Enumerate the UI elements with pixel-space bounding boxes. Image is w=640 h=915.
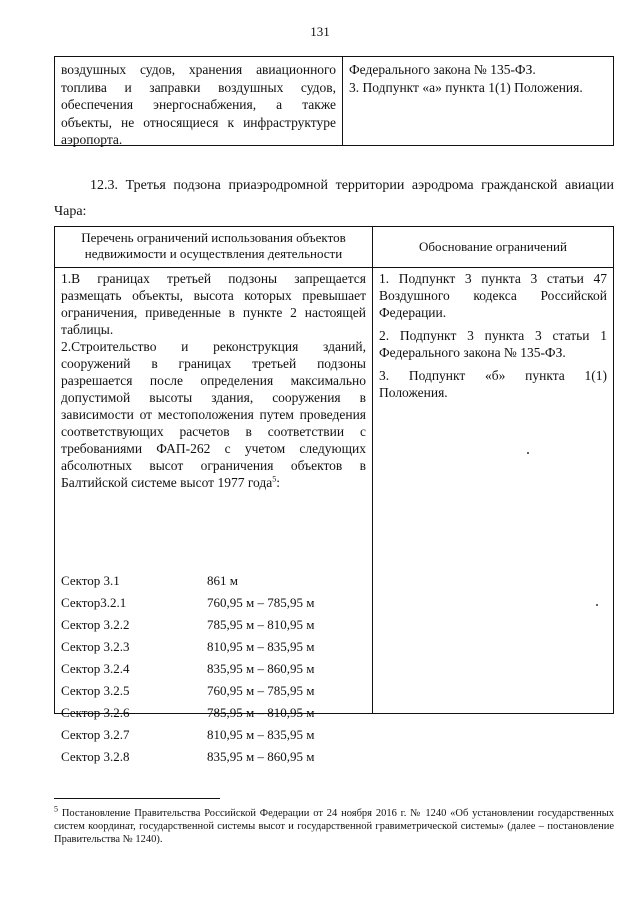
sector-name: Сектор 3.2.6 — [61, 705, 130, 720]
header-basis: Обоснование ограничений — [419, 239, 567, 254]
sector-name: Сектор 3.2.7 — [61, 727, 130, 742]
scan-speck — [596, 604, 598, 606]
sector-name: Сектор 3.2.5 — [61, 683, 130, 698]
sector-row — [61, 638, 357, 660]
sector-name: Сектор 3.2.4 — [61, 661, 130, 676]
sector-list — [61, 572, 357, 770]
table-header-row — [55, 227, 613, 268]
sector-height: 760,95 м – 785,95 м — [207, 683, 315, 698]
sector-name: Сектор3.2.1 — [61, 595, 127, 610]
sector-height: 835,95 м – 860,95 м — [207, 661, 315, 676]
footnote-mark: 5 — [54, 804, 58, 814]
continued-basis-line-1: Федерального закона № 135-ФЗ. — [349, 62, 536, 77]
basis-item-1: 1. Подпункт 3 пункта 3 статьи 47 Воздушного кодекса Российской Федерации. — [379, 271, 607, 320]
sector-row — [61, 704, 357, 726]
continued-basis-line-2: 3. Подпункт «а» пункта 1(1) Положения. — [349, 79, 583, 95]
footnote — [54, 804, 614, 846]
sector-height: 785,95 м – 810,95 м — [207, 617, 315, 632]
sector-name: Сектор 3.2.8 — [61, 749, 130, 764]
header-restrictions: Перечень ограничений использования объектов недвижимости и осуществления деятельности — [55, 227, 373, 267]
sector-height: 810,95 м – 835,95 м — [207, 727, 315, 742]
restriction-item-2-colon: : — [276, 475, 281, 490]
basis-item-3: 3. Подпункт «б» пункта 1(1) Положения. — [379, 368, 607, 400]
footnote-ref: 5 — [272, 474, 277, 484]
sector-height: 835,95 м – 860,95 м — [207, 749, 315, 764]
basis-item-2: 2. Подпункт 3 пункта 3 статьи 1 Федерального закона № 135-ФЗ. — [379, 328, 607, 360]
page-number: 131 — [310, 24, 330, 39]
sector-row — [61, 616, 357, 638]
sector-height: 785,95 м – 810,95 м — [207, 705, 315, 720]
sector-row — [61, 572, 357, 594]
sector-row — [61, 594, 357, 616]
restriction-item-2 — [61, 338, 366, 491]
section-heading: 12.3. Третья подзона приаэродромной территории аэродрома гражданской авиации Чара: — [54, 178, 614, 219]
basis-cell — [373, 268, 613, 714]
sector-row — [61, 660, 357, 682]
footnote-separator — [54, 798, 220, 799]
sector-height: 810,95 м – 835,95 м — [207, 639, 315, 654]
sector-name: Сектор 3.2.3 — [61, 639, 130, 654]
continued-table — [54, 56, 614, 146]
restriction-item-1: 1.В границах третьей подзоны запрещается размещать объекты, высота которых превышает ограничения, приведенные в пункте 2 настоящей таблицы. — [61, 271, 366, 337]
sector-row — [61, 726, 357, 748]
footnote-text: Постановление Правительства Российской Федерации от 24 ноября 2016 г. № 1240 «Об установлении государственных систем координат, государственной системы высот и государственной гравиметрической системы» (далее – постановление Правительства № 1240). — [54, 808, 614, 845]
sector-height: 760,95 м – 785,95 м — [207, 595, 315, 610]
sector-row — [61, 748, 357, 770]
restrictions-table — [54, 226, 614, 764]
sector-row — [61, 682, 357, 704]
sector-name: Сектор 3.2.2 — [61, 617, 130, 632]
restriction-item-2-text: 2.Строительство и реконструкция зданий, сооружений в границах третьей подзоны разрешается после определения максимально допустимой высоты здания, сооружения в зависимости от местоположения путем проведения соответствующих расчетов в соответствии с требованиями ФАП-262 с учетом следующих абсолютных высот ограничения объектов в Балтийской системе высот 1977 года — [61, 339, 366, 490]
restrictions-cell — [55, 268, 373, 764]
scan-speck — [527, 452, 529, 454]
table-body-row — [55, 268, 613, 764]
continued-table-right-cell — [343, 57, 613, 145]
sector-height: 861 м — [207, 573, 238, 588]
sector-name: Сектор 3.1 — [61, 573, 120, 588]
continued-table-left-cell: воздушных судов, хранения авиационного топлива и заправки воздушных судов, обеспечения энергоснабжения, а также объекты, не относящиеся к инфраструктуре аэропорта. — [55, 57, 343, 145]
